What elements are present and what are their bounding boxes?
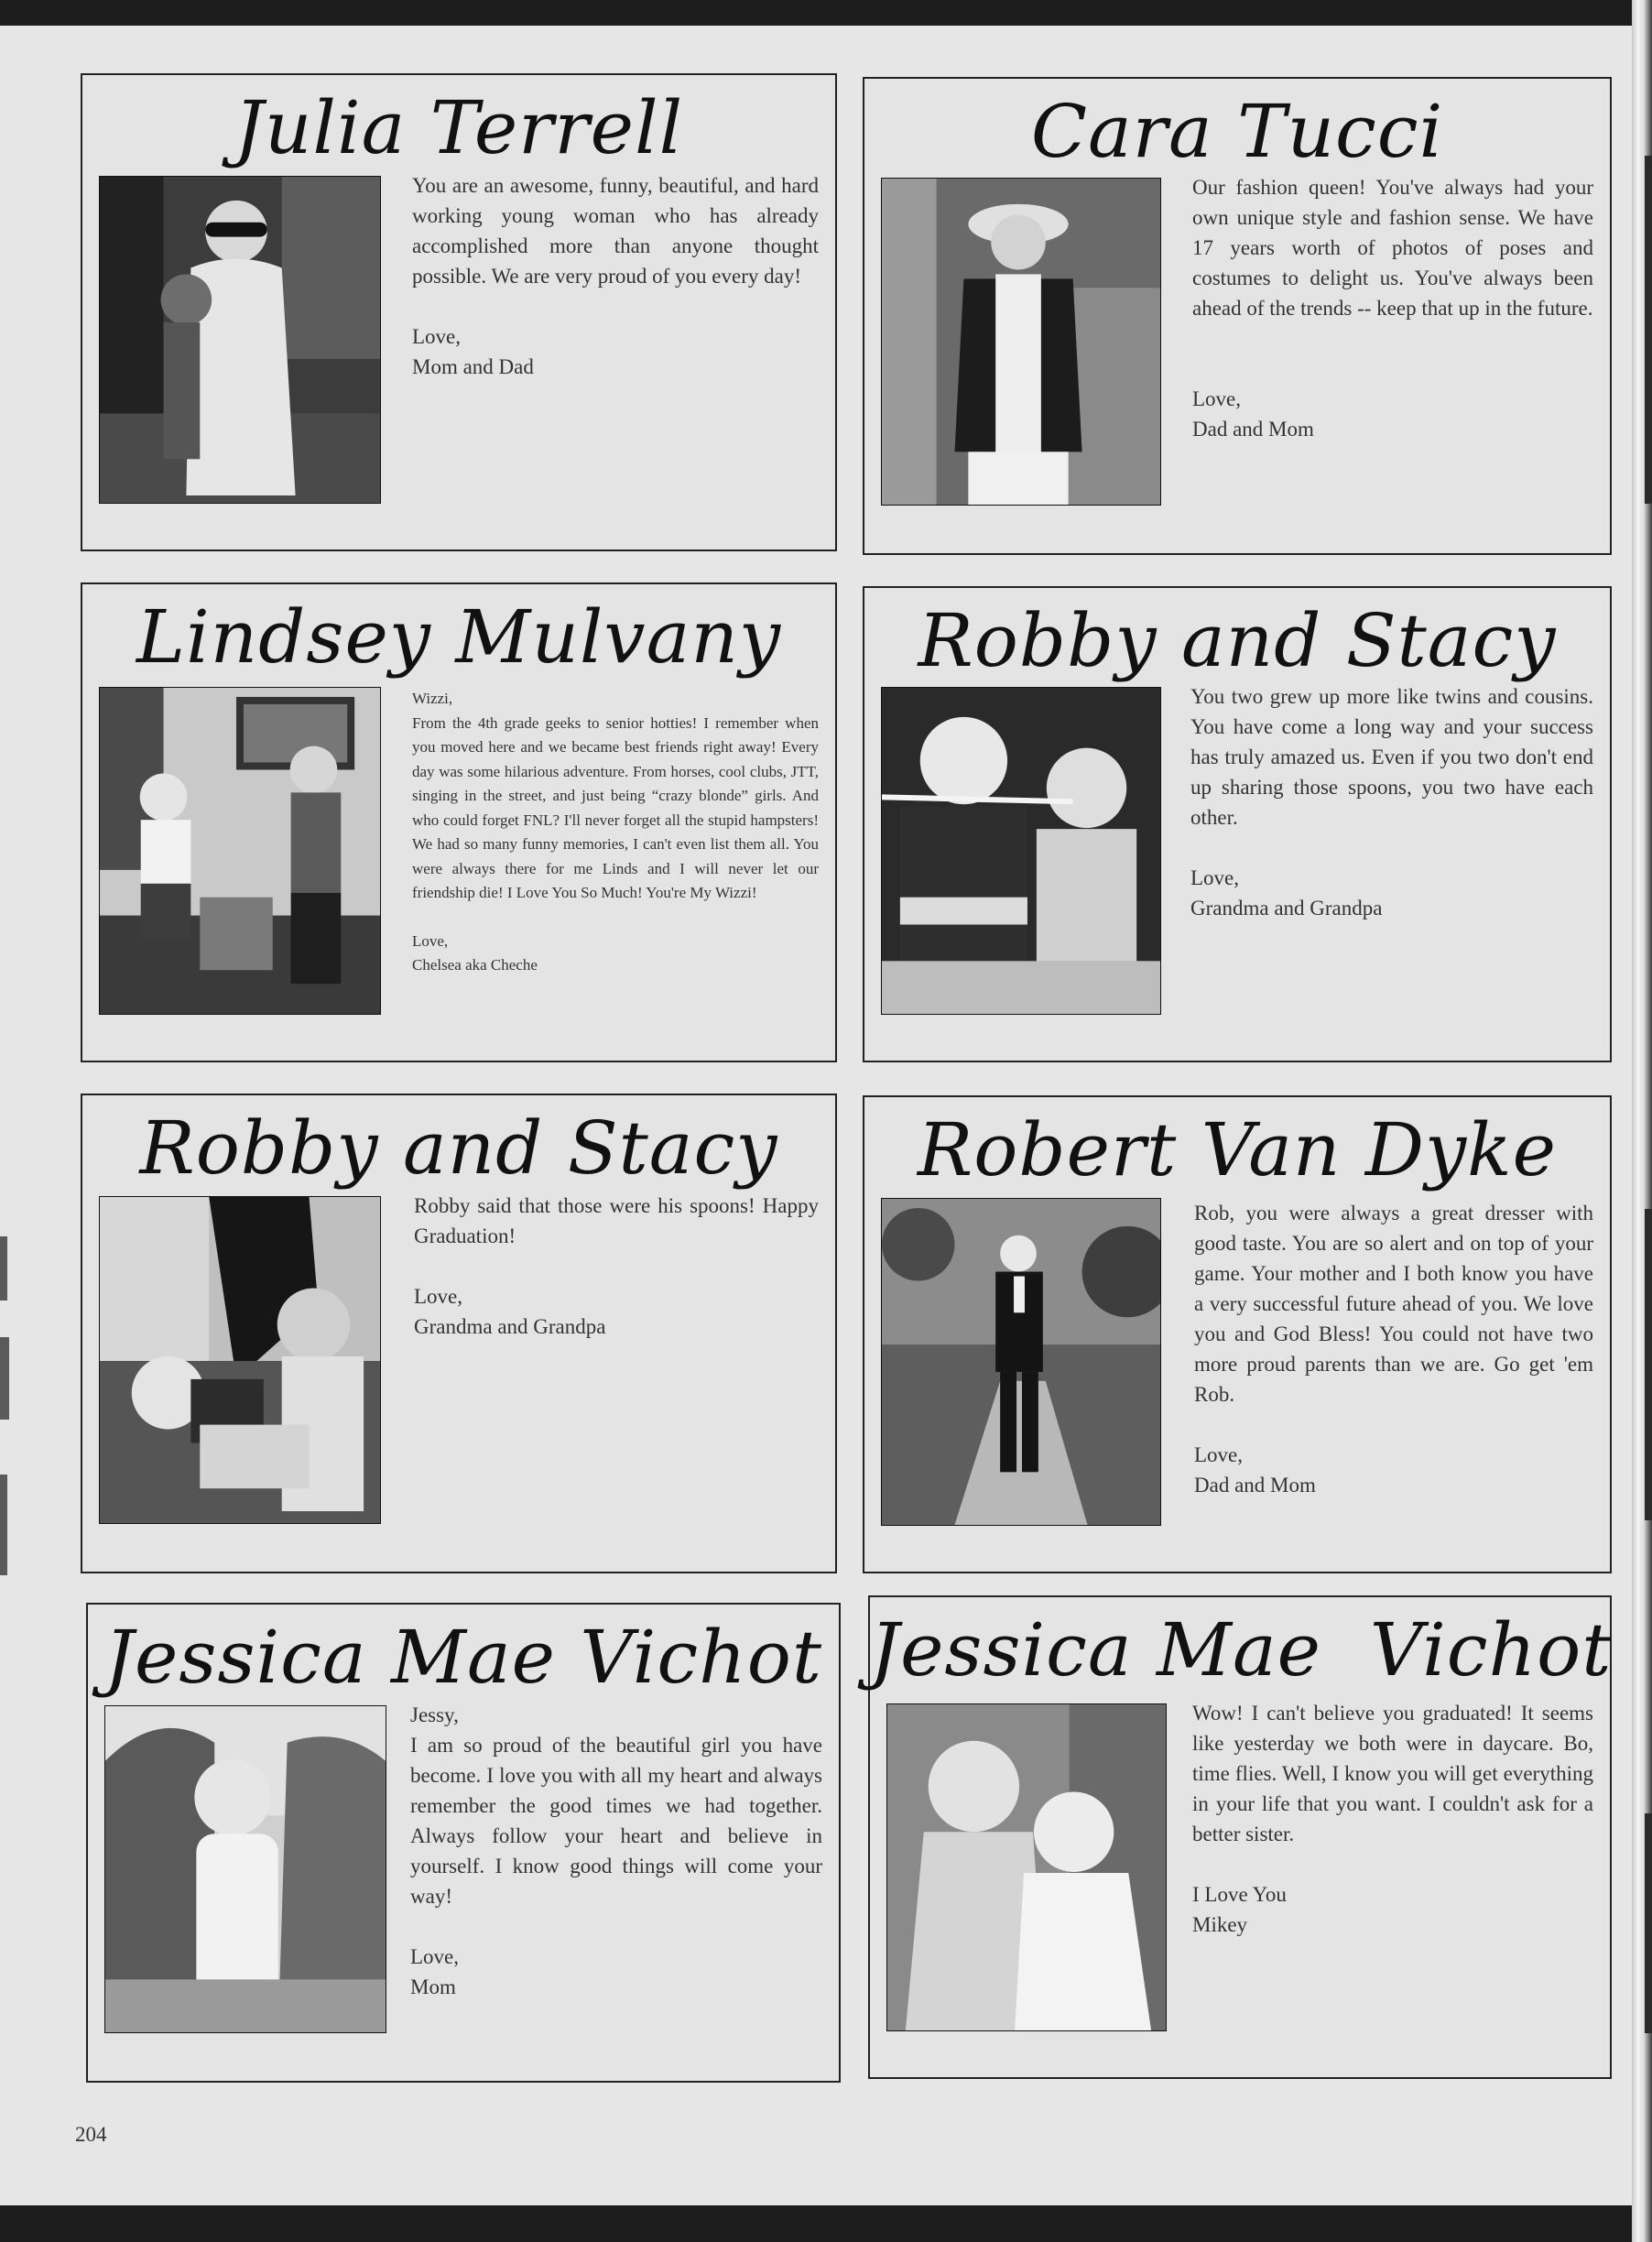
tribute-message [1190, 681, 1593, 923]
message-line: Mom and Dad [412, 355, 534, 378]
tribute-photo [886, 1703, 1167, 2031]
message-line: You are an awesome, funny, beautiful, and hard working young woman who has already accomplished more than anyone thought possible. We are very proud of you every day! [412, 174, 819, 288]
message-line: Love, [1192, 387, 1242, 410]
message-line: Love, [412, 325, 462, 348]
message-line: Love, [1194, 1443, 1244, 1466]
tribute-message [1192, 172, 1593, 444]
tribute-card-jessica-mae-vichot [86, 1603, 841, 2083]
tribute-card-robert-van-dyke [863, 1095, 1612, 1573]
card-title: Jessica Mae Vichot [870, 1607, 1613, 1692]
message-line: Jessy, [410, 1703, 459, 1726]
card-title: Jessica Mae Vichot [103, 1615, 822, 1700]
message-line: Grandma and Grandpa [414, 1315, 606, 1338]
tribute-photo [881, 178, 1161, 506]
message-line: I Love You [1192, 1883, 1287, 1906]
message-line: Rob, you were always a great dresser with good taste. You are so alert and on top of your game. Your mother and I both know you have a very successful future ahead of you. We love you and God Bless! You could not have two more proud parents than we are. Go get 'em Rob. [1194, 1202, 1593, 1406]
message-line: Love, [414, 1285, 463, 1308]
message-line: Our fashion queen! You've always had your own unique style and fashion sense. We have 17 years worth of photos of poses and costumes to delight us. You've always been ahead of the trends -- keep that up in the future. [1192, 176, 1593, 320]
tribute-photo [99, 1196, 381, 1524]
tribute-message [410, 1700, 822, 2002]
message-line: Love, [410, 1945, 460, 1968]
message-line: Love, [412, 931, 449, 950]
message-line: Love, [1190, 866, 1240, 889]
tribute-card-lindsey-mulvany [81, 582, 837, 1062]
message-line: Robby said that those were his spoons! Happy Graduation! [414, 1194, 819, 1247]
page-number: 204 [75, 2123, 107, 2146]
message-line: Wizzi, [412, 690, 453, 707]
message-line: Mikey [1192, 1913, 1248, 1936]
message-line: I am so proud of the beautiful girl you have become. I love you with all my heart and always remember the good times we had together. Always follow your heart and believe in yourself. I know good things will come your way! [410, 1734, 822, 1908]
card-title: Robby and Stacy [918, 598, 1557, 683]
tribute-photo [881, 1198, 1161, 1526]
message-line: Chelsea aka Cheche [412, 956, 538, 974]
message-line: Dad and Mom [1192, 418, 1314, 441]
tribute-card-robby-and-stacy-2 [81, 1094, 837, 1573]
card-title: Robby and Stacy [139, 1105, 778, 1191]
message-line: Wow! I can't believe you graduated! It seems like yesterday we both were in daycare. Bo, time flies. Well, I know you will get everything in your life that you want. I couldn't ask for a better sister. [1192, 1702, 1593, 1845]
card-title: Robert Van Dyke [917, 1107, 1557, 1192]
tribute-photo [104, 1705, 386, 2033]
tribute-photo [99, 687, 381, 1015]
adjacent-page-strip [1645, 1209, 1652, 1520]
tribute-card-jessica-mae-vichot-2 [868, 1595, 1612, 2079]
tribute-message [414, 1191, 819, 1342]
tribute-photo [881, 687, 1161, 1015]
message-line: From the 4th grade geeks to senior hotties! I remember when you moved here and we became best friends right away! Every day was some hilarious adventure. From horses, cool clubs, JTT, singing in the street, and just being “crazy blonde” girls. And who could forget FNL? I'll never forget all the stupid hampsters! We had so many funny memories, I can't even list them all. You were always there for me Linds and I will never let our friendship die! I Love You So Much! You're My Wizzi! [412, 713, 819, 901]
tribute-message [1194, 1198, 1593, 1500]
tribute-card-robby-and-stacy [863, 586, 1612, 1062]
card-title: Lindsey Mulvany [136, 594, 782, 680]
tribute-card-julia-terrell [81, 73, 837, 551]
adjacent-page-lettering [0, 1236, 13, 1584]
tribute-message [412, 170, 819, 382]
card-title: Julia Terrell [234, 85, 684, 170]
tribute-photo [99, 176, 381, 504]
message-line: You two grew up more like twins and cousins. You have come a long way and your success has truly amazed us. Even if you two don't end up sharing those spoons, you two have each other. [1190, 685, 1593, 829]
tribute-message [1192, 1698, 1593, 1940]
tribute-card-cara-tucci [863, 77, 1612, 555]
adjacent-page-strip [1645, 156, 1652, 504]
message-line: Mom [410, 1975, 456, 1998]
tribute-message [412, 687, 819, 978]
card-title: Cara Tucci [1030, 89, 1444, 174]
message-line: Dad and Mom [1194, 1474, 1316, 1496]
adjacent-page-strip [1645, 1813, 1652, 2033]
message-line: Grandma and Grandpa [1190, 897, 1383, 920]
